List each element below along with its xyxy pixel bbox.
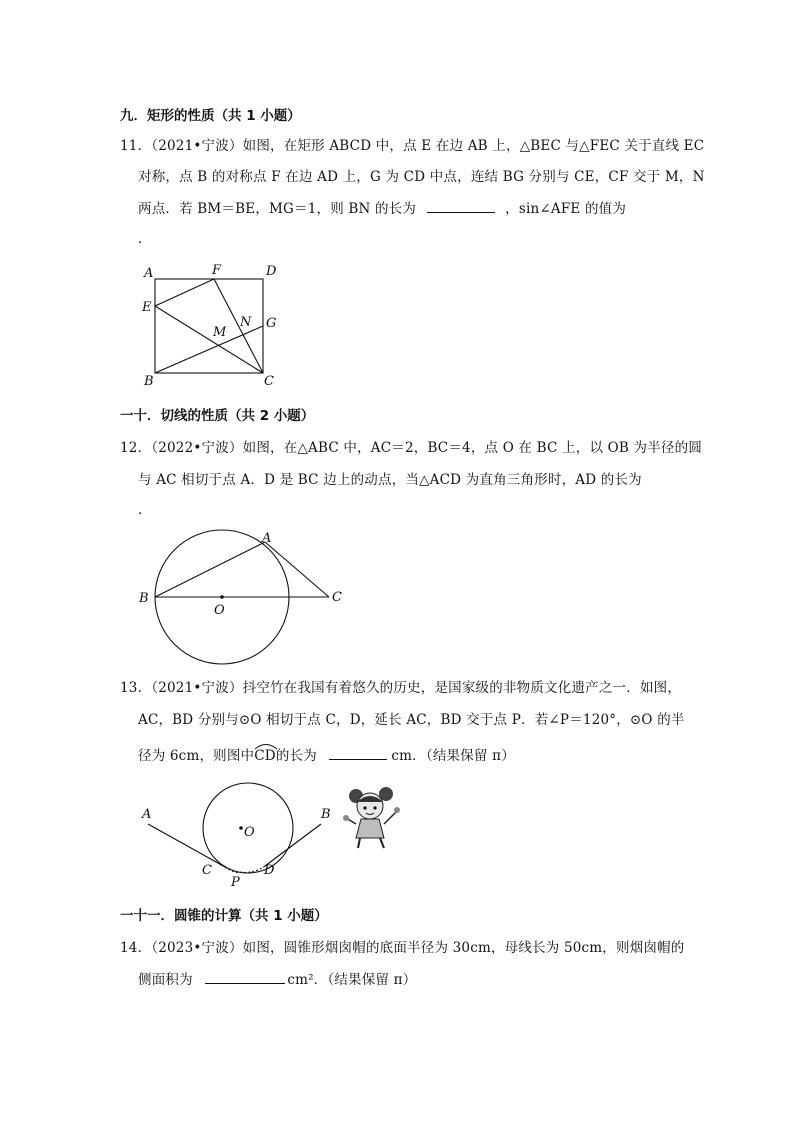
q11-rectangle-figure: [138, 260, 288, 392]
section-heading-cone: 一十一．圆锥的计算（共 1 小题）: [120, 908, 328, 924]
q12-line-1: 12．（2022•宁波）如图，在△ABC 中，AC＝2，BC＝4，点 O 在 BC 上，以 OB 为半径的圆: [120, 440, 703, 456]
q13-text-c: cm．（结果保留 π）: [391, 748, 515, 764]
q11-line-4: ．: [138, 231, 152, 247]
q14-line-1: 14．（2023•宁波）如图，圆锥形烟囱帽的底面半径为 30cm，母线长为 50cm，则烟囱帽的: [120, 940, 685, 956]
label-o: O: [214, 603, 225, 618]
cartoon-girl-image: [343, 787, 400, 848]
segment-bg: [155, 326, 263, 373]
q11-text-b: ，sin∠AFE 的值为: [505, 201, 627, 217]
q14-line-2: [138, 968, 416, 988]
q14-text-b: cm²．（结果保留 π）: [287, 972, 417, 988]
q13-arc-cd: [254, 748, 276, 764]
q13-line-3: [138, 744, 515, 764]
label-g: G: [266, 316, 277, 331]
label-b: B: [139, 591, 149, 606]
q11-text-a: 两点．若 BM＝BE，MG＝1，则 BN 的长为: [138, 201, 417, 217]
segment-ac: [265, 542, 329, 597]
label-b: B: [321, 807, 331, 822]
label-c: C: [332, 590, 342, 605]
q13-text-a: 径为 6cm，则图中: [138, 748, 255, 764]
q12-circle-tangent-figure: [134, 524, 354, 664]
arc-mark-icon: [253, 742, 279, 750]
label-c: C: [202, 863, 212, 878]
q13-line-2: AC，BD 分别与⊙O 相切于点 C，D，延长 AC，BD 交于点 P．若∠P＝120°，⊙O 的半: [138, 712, 685, 728]
center-point-o: [220, 595, 224, 599]
label-a: A: [262, 531, 272, 546]
label-n: N: [240, 315, 252, 330]
label-p: P: [231, 875, 240, 890]
section-heading-tangent: 一十．切线的性质（共 2 小题）: [120, 408, 315, 424]
label-b: B: [144, 374, 154, 389]
label-m: M: [213, 325, 227, 340]
label-d: D: [264, 863, 275, 878]
label-o: O: [244, 825, 255, 840]
q11-line-2: 对称，点 B 的对称点 F 在边 AD 上，G 为 CD 中点，连结 BG 分别与 CE，CF 交于 M，N: [138, 169, 705, 185]
center-point-o: [239, 826, 243, 830]
q14-text-a: 侧面积为: [138, 972, 193, 988]
label-e: E: [142, 300, 152, 315]
q13-arc-label: CD: [254, 748, 276, 764]
q13-kongzhu-figure: [134, 782, 434, 892]
label-a: A: [144, 266, 154, 281]
q13-answer-blank[interactable]: [329, 747, 387, 760]
q12-text: 与 AC 相切于点 A．D 是 BC 边上的动点，当△ACD 为直角三角形时，AD 的长为: [138, 472, 642, 488]
label-c: C: [264, 374, 274, 389]
segment-ef: [155, 279, 214, 306]
section-heading-rectangle: 九．矩形的性质（共 1 小题）: [120, 108, 301, 124]
q12-line-3: ．: [138, 502, 152, 518]
tangent-ac: [148, 824, 225, 867]
label-d: D: [266, 264, 277, 279]
segment-ba: [155, 542, 265, 597]
q12-line-2: [138, 468, 646, 488]
label-f: F: [212, 263, 222, 278]
q11-line-3: [138, 197, 626, 217]
q14-answer-blank[interactable]: [205, 971, 285, 984]
q13-text-b: 的长为: [275, 748, 317, 764]
q11-line-1: 11．（2021•宁波）如图，在矩形 ABCD 中，点 E 在边 AB 上，△BEC 与△FEC 关于直线 EC: [120, 138, 705, 154]
q13-line-1: 13．（2021•宁波）抖空竹在我国有着悠久的历史，是国家级的非物质文化遗产之一．如图，: [120, 680, 682, 696]
q11-answer-blank-1[interactable]: [427, 200, 495, 213]
label-a: A: [142, 807, 152, 822]
